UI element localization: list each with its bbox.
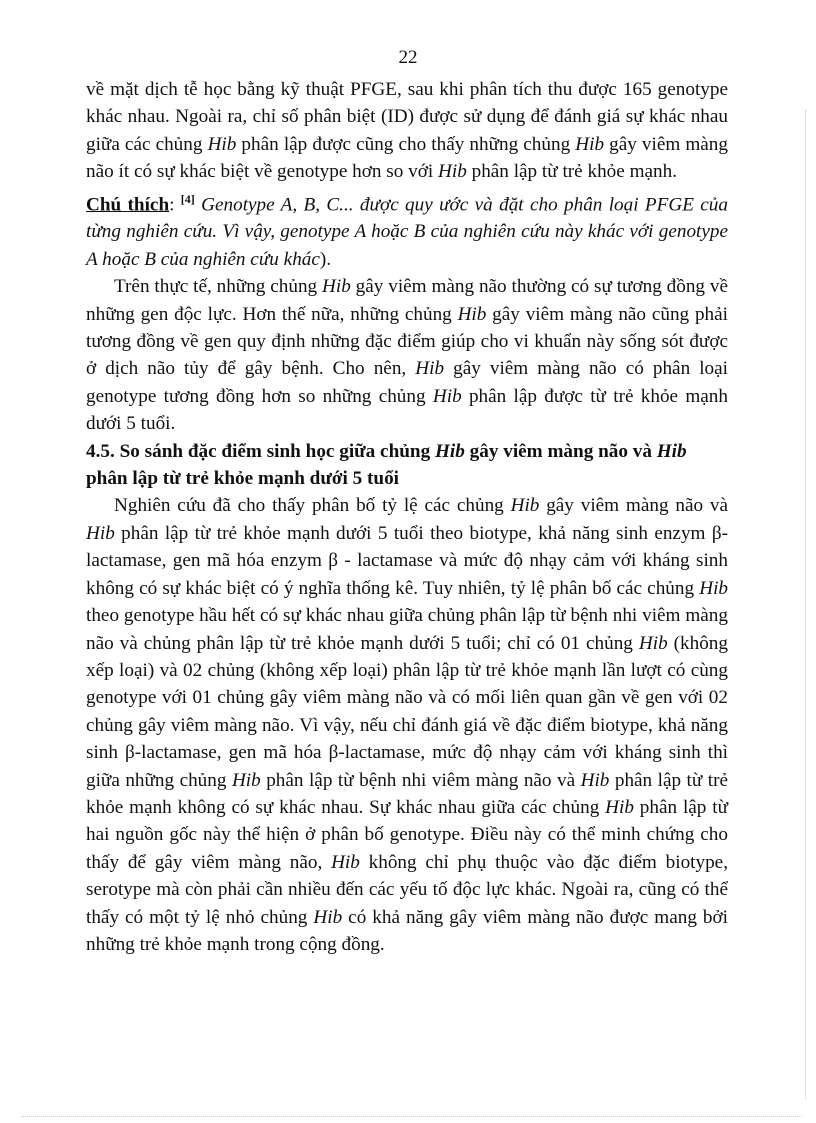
footnote-label: Chú thích [86, 194, 170, 216]
section-heading: 4.5. So sánh đặc điểm sinh học giữa chủng Hib gây viêm màng não và Hib phân lập từ trẻ khỏe mạnh dưới 5 tuổi [86, 440, 687, 490]
footnote-ref: [4] [180, 191, 195, 206]
footnote: Chú thích: [4] Genotype A, B, C... được quy ước và đặt cho phân loại PFGE của từng nghiên cứu. Vì vậy, genotype A hoặc B của nghiên cứu này khác với genotype A hoặc B của nghiên cứu khác). [86, 191, 728, 270]
paragraph-2: Trên thực tế, những chủng Hib gây viêm màng não thường có sự tương đồng về những gen độc lực. Hơn thế nữa, những chủng Hib gây viêm màng não cũng phải tương đồng về gen quy định những đặc điểm giúp cho vi khuẩn này sống sót được ở dịch não tủy để gây bệnh. Cho nên, Hib gây viêm màng não có phân loại genotype tương đồng hơn so những chủng Hib phân lập được từ trẻ khỏe mạnh dưới 5 tuổi. [86, 276, 728, 435]
page-number: 22 [398, 47, 418, 68]
paragraph-3: Nghiên cứu đã cho thấy phân bố tỷ lệ các chủng Hib gây viêm màng não và Hib phân lập từ trẻ khỏe mạnh dưới 5 tuổi theo biotype, khả năng sinh enzym β-lactamase, gen mã hóa enzym β - lactamase và mức độ nhạy cảm với kháng sinh không có sự khác biệt có ý nghĩa thống kê. Tuy nhiên, tỷ lệ phân bố các chủng Hib theo genotype hầu hết có sự khác nhau giữa chủng phân lập từ bệnh nhi viêm màng não và chủng phân lập từ trẻ khỏe mạnh dưới 5 tuổi; chỉ có 01 chủng Hib (không xếp loại) và 02 chủng (không xếp loại) phân lập từ trẻ khỏe mạnh lần lượt có cùng genotype với 01 chủng gây viêm màng não và có mối liên quan gần về gen với 02 chủng gây viêm màng não. Vì vậy, nếu chỉ đánh giá về đặc điểm biotype, khả năng sinh β-lactamase, gen mã hóa β-lactamase, mức độ nhạy cảm với kháng sinh thì giữa những chủng Hib phân lập từ bệnh nhi viêm màng não và Hib phân lập từ trẻ khỏe mạnh không có sự khác nhau. Sự khác nhau giữa các chủng Hib phân lập từ hai nguồn gốc này thể hiện ở phân bố genotype. Điều này có thể minh chứng cho thấy để gây viêm màng não, Hib không chỉ phụ thuộc vào đặc điểm biotype, serotype mà còn phải cần nhiều đến các yếu tố độc lực khác. Ngoài ra, cũng có thể thấy có một tỷ lệ nhỏ chủng Hib có khả năng gây viêm màng não được mang bởi những trẻ khỏe mạnh trong cộng đồng. [86, 495, 728, 955]
page-border-bottom [22, 1116, 802, 1117]
paragraph-1: về mặt dịch tễ học bằng kỹ thuật PFGE, sau khi phân tích thu được 165 genotype khác nhau. Ngoài ra, chỉ số phân biệt (ID) được sử dụng để đánh giá sự khác nhau giữa các chủng Hib phân lập được cũng cho thấy những chủng Hib gây viêm màng não ít có sự khác biệt về genotype hơn so với Hib phân lập từ trẻ khỏe mạnh. [86, 79, 728, 183]
body-text [86, 76, 728, 958]
page-border-right [805, 110, 806, 1100]
